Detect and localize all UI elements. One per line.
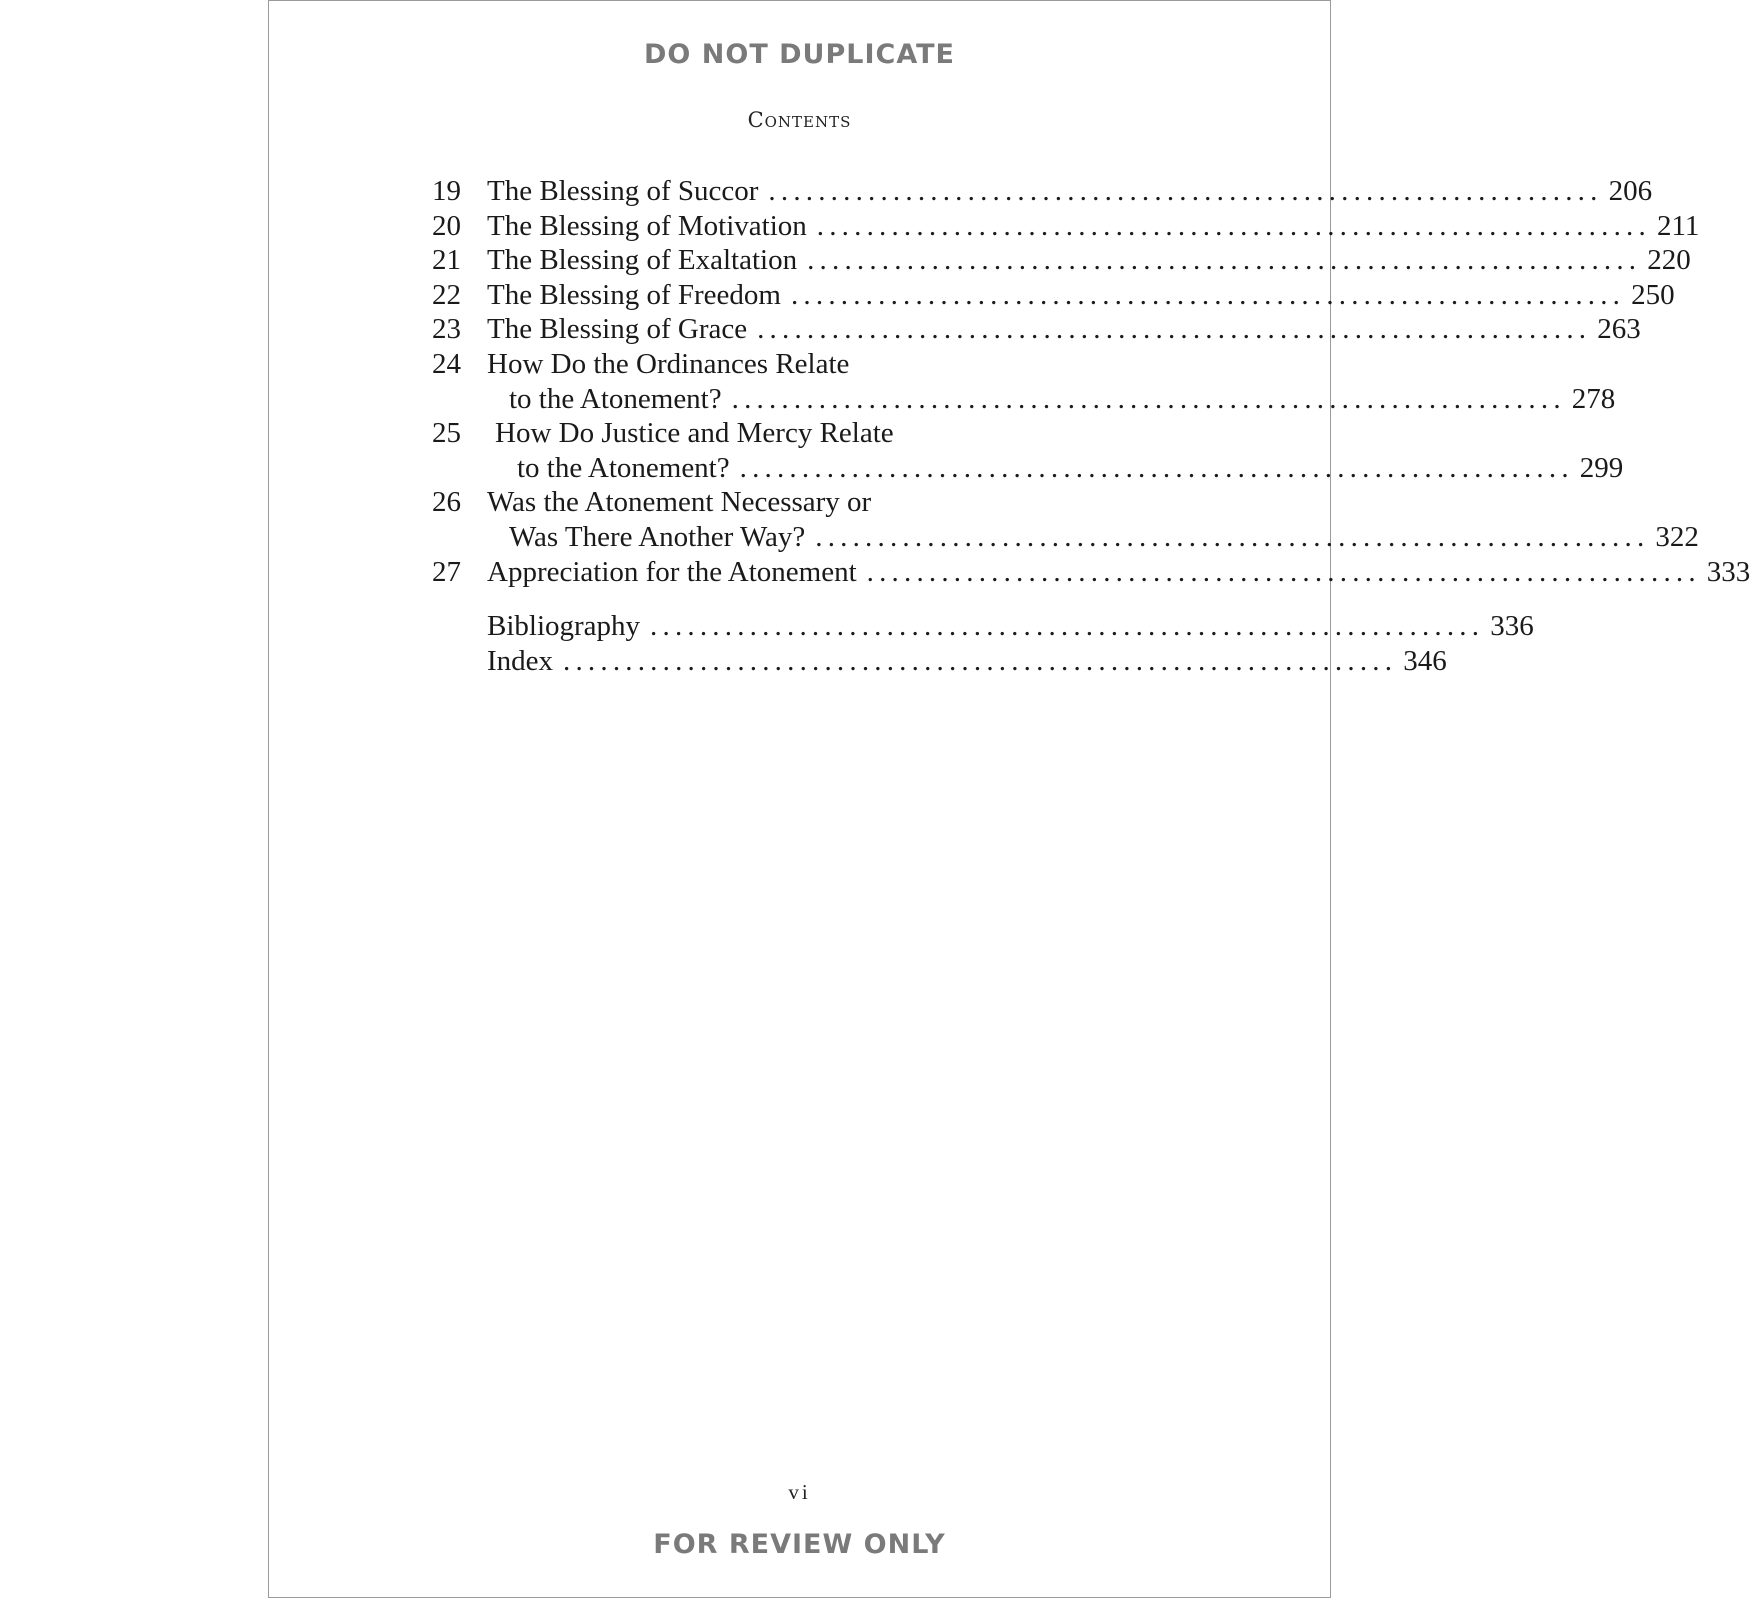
toc-entry[interactable] bbox=[432, 243, 1691, 278]
chapter-number: 21 bbox=[432, 244, 461, 277]
chapter-title: Was the Atonement Necessary or bbox=[487, 486, 872, 519]
dot-leader: ................................................................... bbox=[739, 451, 1574, 484]
chapter-title: The Blessing of Succor bbox=[487, 175, 759, 207]
toc-entry[interactable] bbox=[432, 278, 1675, 313]
page-folio: vi bbox=[788, 1480, 811, 1504]
chapter-title: The Blessing of Grace bbox=[487, 313, 748, 346]
dot-leader: ................................................................... bbox=[866, 555, 1701, 588]
dot-leader: ................................................................... bbox=[563, 644, 1398, 677]
chapter-title-continued: to the Atonement? bbox=[517, 451, 730, 484]
chapter-number: 24 bbox=[432, 347, 461, 380]
dot-leader: ................................................................... bbox=[650, 610, 1485, 643]
toc-entry[interactable] bbox=[432, 485, 1699, 554]
page-number: 322 bbox=[1655, 520, 1699, 553]
page-number: 278 bbox=[1571, 382, 1616, 415]
toc-entry[interactable] bbox=[432, 209, 1700, 244]
toc-entry[interactable] bbox=[432, 555, 1750, 590]
page-number: 333 bbox=[1706, 555, 1750, 588]
dot-leader: ................................................................... bbox=[757, 313, 1592, 346]
dot-leader: ................................................................... bbox=[807, 244, 1642, 277]
chapter-title: The Blessing of Exaltation bbox=[487, 244, 798, 277]
toc-entry-bibliography[interactable] bbox=[432, 609, 1534, 644]
page-number: 346 bbox=[1403, 644, 1447, 677]
dot-leader: ................................................................... bbox=[768, 175, 1603, 207]
page-heading: Contents bbox=[747, 108, 852, 132]
back-matter-title: Index bbox=[487, 644, 554, 677]
chapter-number: 25 bbox=[432, 417, 461, 450]
chapter-number: 23 bbox=[432, 313, 461, 346]
watermark-top: DO NOT DUPLICATE bbox=[644, 39, 955, 70]
dot-leader: ................................................................... bbox=[816, 209, 1651, 242]
page-number: 263 bbox=[1597, 313, 1641, 346]
page-number: 299 bbox=[1579, 451, 1624, 484]
back-matter-title: Bibliography bbox=[487, 610, 641, 643]
toc-entry-index[interactable] bbox=[432, 644, 1447, 679]
chapter-title-continued: Was There Another Way? bbox=[509, 520, 806, 553]
chapter-number: 19 bbox=[432, 175, 461, 207]
dot-leader: ................................................................... bbox=[731, 382, 1566, 415]
page-number: 336 bbox=[1490, 610, 1534, 643]
chapter-title: The Blessing of Motivation bbox=[487, 209, 807, 242]
toc-entry[interactable] bbox=[432, 347, 1616, 416]
chapter-number: 22 bbox=[432, 278, 461, 311]
page-number: 211 bbox=[1656, 209, 1700, 242]
book-page bbox=[268, 0, 1750, 1598]
section-gap bbox=[432, 589, 1412, 609]
chapter-title-continued: to the Atonement? bbox=[509, 382, 722, 415]
chapter-number: 20 bbox=[432, 209, 461, 242]
chapter-title: How Do Justice and Mercy Relate bbox=[495, 417, 894, 450]
toc-entry[interactable] bbox=[432, 416, 1624, 485]
dot-leader: ................................................................... bbox=[790, 278, 1626, 311]
chapter-number: 26 bbox=[432, 486, 461, 519]
chapter-title: The Blessing of Freedom bbox=[487, 278, 781, 311]
chapter-title: Appreciation for the Atonement bbox=[487, 555, 857, 588]
toc-entry[interactable] bbox=[432, 312, 1641, 347]
page-number: 250 bbox=[1631, 278, 1675, 311]
chapter-title: How Do the Ordinances Relate bbox=[487, 347, 850, 380]
page-number: 220 bbox=[1647, 244, 1691, 277]
chapter-number: 27 bbox=[432, 555, 461, 588]
toc-entry[interactable] bbox=[432, 174, 1653, 209]
dot-leader: ................................................................... bbox=[815, 520, 1650, 553]
watermark-bottom: FOR REVIEW ONLY bbox=[653, 1529, 946, 1560]
page-number: 206 bbox=[1608, 175, 1653, 207]
table-of-contents bbox=[432, 174, 1750, 678]
